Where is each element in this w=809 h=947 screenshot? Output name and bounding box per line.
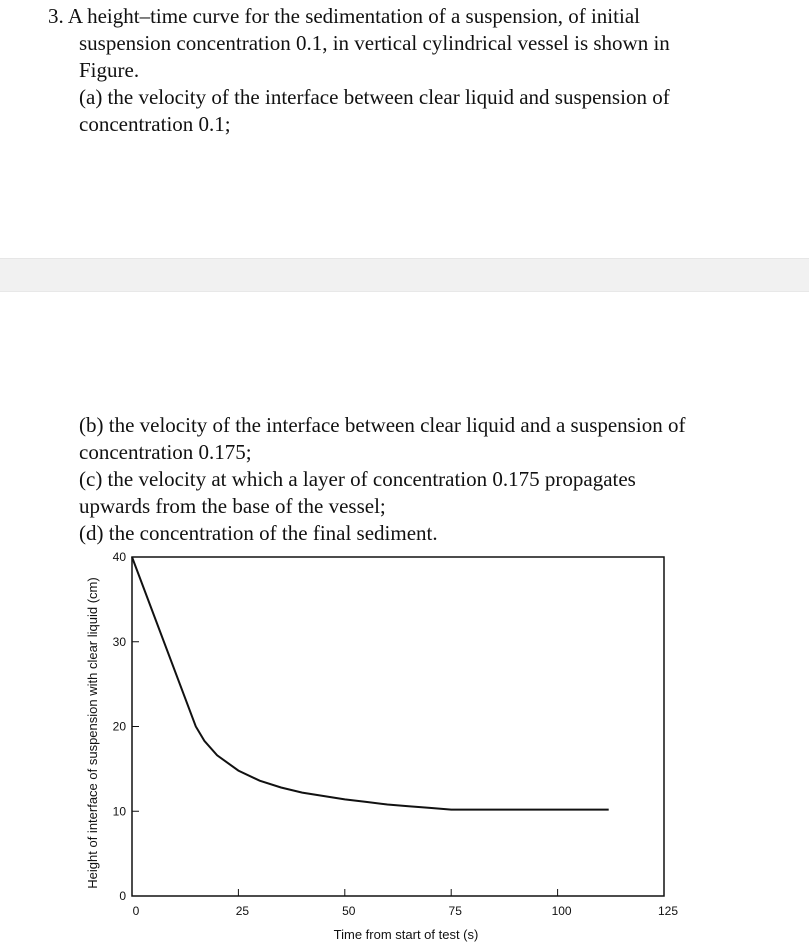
question-line: (d) the concentration of the final sediment. [79,521,438,545]
page-separator [0,258,809,292]
x-tick-label: 0 [132,904,140,918]
y-tick-label: 40 [112,550,126,564]
x-tick-label: 50 [342,904,356,918]
x-tick-label: 75 [448,904,462,918]
y-axis-label: Height of interface of suspension with clear liquid (cm) [85,577,100,889]
y-tick-label: 10 [112,804,126,819]
x-tick-label: 100 [551,904,572,918]
question-line: suspension concentration 0.1, in vertical cylindrical vessel is shown in [79,31,670,55]
question-line: concentration 0.1; [79,112,231,136]
sedimentation-chart [0,545,809,947]
question-line: 3. A height–time curve for the sedimentation of a suspension, of initial [48,4,640,28]
height-time-curve [132,557,609,810]
plot-area [132,557,664,896]
x-tick-label: 125 [657,904,679,918]
y-axis [113,550,139,903]
question-line: Figure. [79,58,140,82]
question-line: (a) the velocity of the interface between clear liquid and suspension of [79,85,670,109]
question-line: concentration 0.175; [79,440,252,464]
y-tick-label: 0 [119,889,126,903]
y-tick-label: 30 [112,634,126,649]
x-tick-label: 25 [235,904,250,918]
x-axis [132,889,678,918]
question-line: (c) the velocity at which a layer of concentration 0.175 propagates [79,467,636,491]
y-tick-label: 20 [112,719,126,734]
x-axis-label: Time from start of test (s) [333,927,479,942]
question-line: upwards from the base of the vessel; [79,494,386,518]
chart-svg [0,545,809,947]
question-line: (b) the velocity of the interface between clear liquid and a suspension of [79,413,686,437]
